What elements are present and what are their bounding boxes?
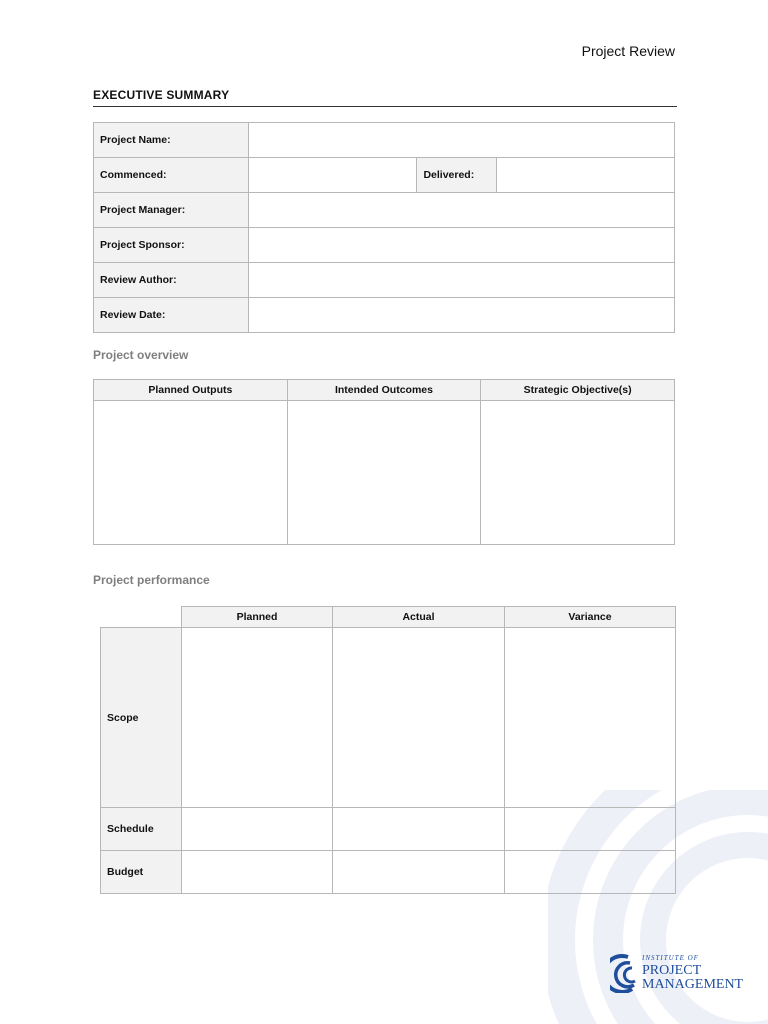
- review-author-label: Review Author:: [94, 263, 249, 298]
- section-divider: [93, 106, 677, 107]
- table-row: [94, 298, 675, 333]
- table-header-row: [94, 380, 675, 401]
- commenced-field[interactable]: [248, 158, 417, 193]
- schedule-label: Schedule: [101, 808, 182, 851]
- actual-header: Actual: [333, 607, 505, 628]
- executive-summary-table: [93, 122, 675, 333]
- table-row: [94, 263, 675, 298]
- budget-label: Budget: [101, 851, 182, 894]
- strategic-objectives-cell[interactable]: [481, 401, 675, 545]
- intended-outcomes-header: Intended Outcomes: [287, 380, 481, 401]
- project-overview-heading: Project overview: [93, 348, 189, 362]
- document-title: Project Review: [581, 43, 675, 59]
- institute-logo: [610, 953, 760, 993]
- project-sponsor-field[interactable]: [248, 228, 674, 263]
- project-performance-table: [100, 606, 676, 894]
- budget-variance-cell[interactable]: [505, 851, 676, 894]
- review-author-field[interactable]: [248, 263, 674, 298]
- logo-line-3: MANAGEMENT: [642, 977, 744, 992]
- project-name-field[interactable]: [248, 123, 674, 158]
- intended-outcomes-cell[interactable]: [287, 401, 481, 545]
- executive-summary-heading: EXECUTIVE SUMMARY: [93, 88, 230, 102]
- logo-line-1: INSTITUTE OF: [642, 954, 699, 962]
- schedule-variance-cell[interactable]: [505, 808, 676, 851]
- table-row: [94, 401, 675, 545]
- table-row: [94, 228, 675, 263]
- delivered-label: Delivered:: [417, 158, 497, 193]
- project-sponsor-label: Project Sponsor:: [94, 228, 249, 263]
- schedule-actual-cell[interactable]: [333, 808, 505, 851]
- project-performance-heading: Project performance: [93, 573, 210, 587]
- scope-variance-cell[interactable]: [505, 628, 676, 808]
- planned-outputs-cell[interactable]: [94, 401, 288, 545]
- commenced-label: Commenced:: [94, 158, 249, 193]
- logo-mark-icon: [610, 956, 635, 992]
- budget-actual-cell[interactable]: [333, 851, 505, 894]
- project-manager-label: Project Manager:: [94, 193, 249, 228]
- delivered-field[interactable]: [497, 158, 675, 193]
- table-row: [94, 158, 675, 193]
- variance-header: Variance: [505, 607, 676, 628]
- table-row: [94, 193, 675, 228]
- table-row: [101, 628, 676, 808]
- project-name-label: Project Name:: [94, 123, 249, 158]
- schedule-planned-cell[interactable]: [182, 808, 333, 851]
- table-row: [94, 123, 675, 158]
- review-date-label: Review Date:: [94, 298, 249, 333]
- table-row: [101, 808, 676, 851]
- logo-line-2: PROJECT: [642, 963, 702, 978]
- budget-planned-cell[interactable]: [182, 851, 333, 894]
- project-manager-field[interactable]: [248, 193, 674, 228]
- review-date-field[interactable]: [248, 298, 674, 333]
- corner-cell: [101, 607, 182, 628]
- planned-outputs-header: Planned Outputs: [94, 380, 288, 401]
- strategic-objectives-header: Strategic Objective(s): [481, 380, 675, 401]
- scope-actual-cell[interactable]: [333, 628, 505, 808]
- table-header-row: [101, 607, 676, 628]
- scope-planned-cell[interactable]: [182, 628, 333, 808]
- planned-header: Planned: [182, 607, 333, 628]
- project-overview-table: [93, 379, 675, 545]
- scope-label: Scope: [101, 628, 182, 808]
- table-row: [101, 851, 676, 894]
